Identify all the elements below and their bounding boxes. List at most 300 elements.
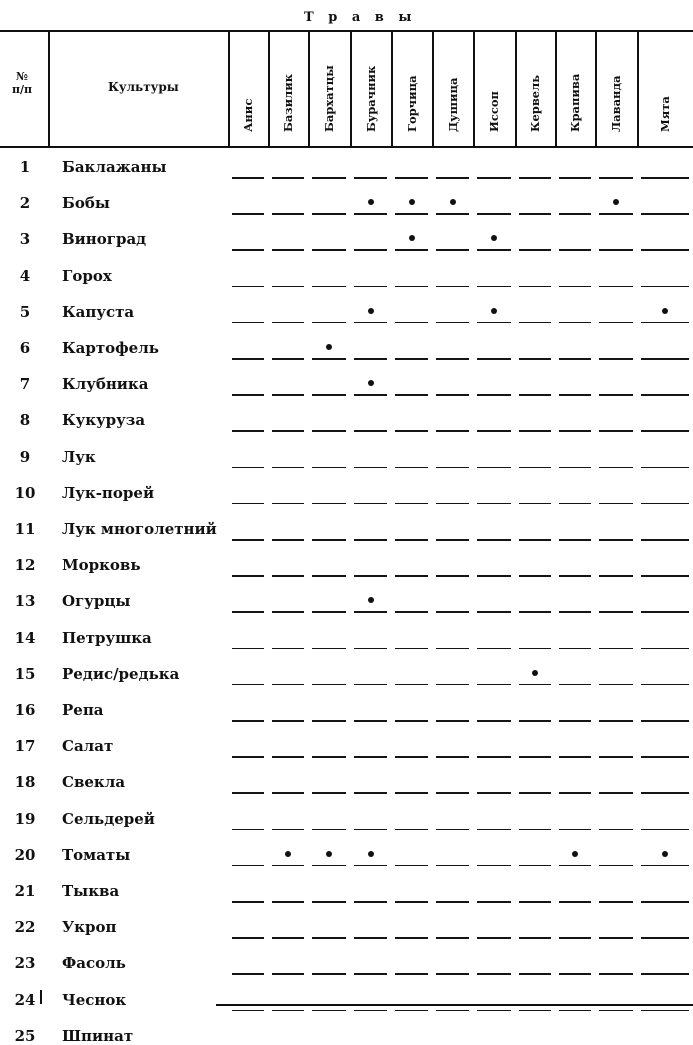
cell-rule — [312, 322, 346, 324]
cell-rule — [232, 865, 264, 867]
cell-rule — [436, 648, 469, 650]
cell-rule — [559, 720, 591, 722]
cell-rule — [559, 648, 591, 650]
crop-name: Сельдерей — [62, 809, 155, 828]
cell-rule — [354, 684, 387, 686]
cell-rule — [559, 1010, 591, 1012]
cell-rule — [232, 973, 264, 975]
cell-rule — [312, 829, 346, 831]
cell-rule — [436, 394, 469, 396]
row-number: 8 — [19, 411, 31, 430]
cell-rule — [436, 756, 469, 758]
row-number: 22 — [14, 918, 36, 937]
cell-rule — [436, 973, 469, 975]
cell-rule — [354, 286, 387, 288]
cell-rule — [477, 394, 511, 396]
cell-rule — [519, 1010, 551, 1012]
cell-rule — [477, 901, 511, 903]
cell-rule — [599, 648, 633, 650]
cell-rule — [519, 503, 551, 505]
cell-rule — [477, 575, 511, 577]
crop-name: Картофель — [62, 339, 159, 357]
cell-rule — [599, 865, 633, 867]
cell-rule — [519, 611, 551, 613]
cell-rule — [436, 792, 469, 794]
herb-column-divider — [432, 30, 434, 146]
cell-rule — [599, 684, 633, 686]
cell-rule — [559, 177, 591, 179]
cell-rule — [395, 901, 428, 903]
cell-rule — [599, 286, 633, 288]
cell-rule — [519, 358, 551, 360]
cell-rule — [519, 865, 551, 867]
cell-rule — [354, 792, 387, 794]
cell-rule — [641, 720, 689, 722]
cell-rule — [395, 865, 428, 867]
cell-rule — [272, 792, 304, 794]
crop-name: Морковь — [62, 556, 141, 575]
compatible-mark-dot — [368, 380, 374, 386]
crop-name: Виноград — [62, 230, 147, 249]
row-number: 18 — [14, 773, 36, 792]
cell-rule — [599, 1010, 633, 1012]
cell-rule — [312, 286, 346, 288]
cell-rule — [395, 684, 428, 686]
cell-rule — [232, 249, 264, 251]
row-number: 16 — [14, 701, 36, 719]
cell-rule — [477, 756, 511, 758]
cell-rule — [395, 467, 428, 469]
cell-rule — [559, 829, 591, 831]
cell-rule — [641, 394, 689, 396]
cell-rule — [272, 684, 304, 686]
cell-rule — [641, 358, 689, 360]
row-number: 3 — [19, 230, 31, 249]
cell-rule — [559, 901, 591, 903]
cell-rule — [272, 358, 304, 360]
herb-column-divider — [515, 30, 517, 146]
cell-rule — [559, 358, 591, 360]
cell-rule — [559, 539, 591, 541]
cell-rule — [436, 213, 469, 215]
cell-rule — [312, 611, 346, 613]
cell-rule — [395, 539, 428, 541]
cell-rule — [559, 430, 591, 432]
num-header — [4, 70, 40, 96]
crop-name: Укроп — [62, 918, 117, 937]
cell-rule — [312, 177, 346, 179]
cell-rule — [477, 177, 511, 179]
compatible-mark-dot — [532, 670, 538, 676]
cell-rule — [272, 503, 304, 505]
compatible-mark-dot — [491, 308, 497, 314]
bottom-rule — [216, 1004, 693, 1006]
num-header-line1: № — [16, 70, 28, 83]
compatible-mark-dot — [368, 308, 374, 314]
cell-rule — [232, 286, 264, 288]
cell-rule — [232, 467, 264, 469]
cell-rule — [232, 792, 264, 794]
cell-rule — [312, 756, 346, 758]
cell-rule — [272, 177, 304, 179]
herb-column-divider — [391, 30, 393, 146]
cell-rule — [599, 539, 633, 541]
cell-rule — [395, 503, 428, 505]
cell-rule — [354, 358, 387, 360]
crop-name: Огурцы — [62, 592, 131, 611]
cell-rule — [599, 720, 633, 722]
herb-column-header: Крапива — [568, 73, 582, 132]
cell-rule — [312, 1010, 346, 1012]
crop-name: Клубника — [62, 375, 149, 394]
cell-rule — [232, 358, 264, 360]
cell-rule — [641, 503, 689, 505]
cell-rule — [312, 575, 346, 577]
cell-rule — [519, 286, 551, 288]
herb-column-header: Базилик — [281, 73, 295, 132]
cell-rule — [395, 358, 428, 360]
cell-rule — [641, 286, 689, 288]
herb-column-divider — [473, 30, 475, 146]
crop-name: Кукуруза — [62, 411, 146, 430]
herb-column-divider — [308, 30, 310, 146]
row-number: 5 — [19, 302, 31, 321]
row-number: 7 — [19, 375, 31, 394]
row-number: 4 — [19, 266, 31, 285]
cell-rule — [559, 503, 591, 505]
herb-column-divider — [555, 30, 557, 146]
crop-name: Чеснок — [62, 990, 127, 1009]
crop-name: Лук-порей — [62, 483, 155, 502]
cell-rule — [232, 430, 264, 432]
herb-column-header: Мята — [658, 96, 672, 132]
crops-header: Культуры — [108, 80, 179, 94]
cell-rule — [641, 467, 689, 469]
cell-rule — [395, 286, 428, 288]
cell-rule — [272, 720, 304, 722]
row-number: 11 — [14, 520, 36, 538]
row-number: 21 — [14, 882, 36, 900]
herb-column-header: Лаванда — [609, 75, 623, 132]
herb-column-header: Бурачник — [363, 65, 378, 132]
cell-rule — [272, 430, 304, 432]
cell-rule — [641, 430, 689, 432]
cell-rule — [232, 177, 264, 179]
cell-rule — [272, 937, 304, 939]
cell-rule — [641, 322, 689, 324]
row-number: 24 — [14, 990, 36, 1009]
cell-rule — [519, 792, 551, 794]
cell-rule — [477, 503, 511, 505]
cell-rule — [641, 249, 689, 251]
cell-rule — [232, 720, 264, 722]
cell-rule — [599, 611, 633, 613]
cell-rule — [354, 756, 387, 758]
row-number: 1 — [19, 158, 31, 176]
cell-rule — [312, 684, 346, 686]
cell-rule — [477, 249, 511, 251]
cell-rule — [477, 1010, 511, 1012]
cell-rule — [477, 973, 511, 975]
compatible-mark-dot — [368, 851, 374, 857]
cell-rule — [599, 430, 633, 432]
cell-rule — [312, 973, 346, 975]
cell-rule — [599, 937, 633, 939]
cell-rule — [312, 865, 346, 867]
compatible-mark-dot — [491, 235, 497, 241]
cell-rule — [436, 937, 469, 939]
cell-rule — [436, 611, 469, 613]
crop-name: Петрушка — [62, 628, 152, 647]
cell-rule — [436, 358, 469, 360]
cell-rule — [477, 322, 511, 324]
cell-rule — [232, 756, 264, 758]
cell-rule — [272, 648, 304, 650]
row-number: 20 — [14, 845, 36, 864]
herb-column-divider — [595, 30, 597, 146]
cell-rule — [272, 1010, 304, 1012]
cell-rule — [436, 467, 469, 469]
cell-rule — [312, 937, 346, 939]
cell-rule — [436, 901, 469, 903]
cell-rule — [354, 720, 387, 722]
cell-rule — [519, 648, 551, 650]
cell-rule — [395, 937, 428, 939]
cell-rule — [395, 322, 428, 324]
crop-name: Баклажаны — [62, 158, 167, 176]
compatible-mark-dot — [368, 199, 374, 205]
cell-rule — [641, 937, 689, 939]
cell-rule — [272, 322, 304, 324]
cell-rule — [477, 286, 511, 288]
cell-rule — [599, 901, 633, 903]
cell-rule — [641, 901, 689, 903]
cell-rule — [436, 575, 469, 577]
cell-rule — [559, 756, 591, 758]
cell-rule — [519, 249, 551, 251]
cell-rule — [395, 249, 428, 251]
cell-rule — [395, 973, 428, 975]
cell-rule — [477, 467, 511, 469]
cell-rule — [436, 249, 469, 251]
cell-rule — [354, 611, 387, 613]
cell-rule — [519, 829, 551, 831]
cell-rule — [272, 611, 304, 613]
cell-rule — [559, 249, 591, 251]
header-bottom-rule — [0, 146, 693, 148]
crop-name: Фасоль — [62, 954, 126, 973]
herb-column-header: Анис — [241, 98, 255, 132]
cell-rule — [599, 973, 633, 975]
cell-rule — [519, 213, 551, 215]
cell-rule — [559, 467, 591, 469]
compatible-mark-dot — [368, 597, 374, 603]
cell-rule — [519, 684, 551, 686]
row-number: 25 — [14, 1026, 36, 1045]
cell-rule — [354, 177, 387, 179]
cell-rule — [272, 394, 304, 396]
cell-rule — [641, 539, 689, 541]
cell-rule — [641, 575, 689, 577]
cell-rule — [232, 684, 264, 686]
crop-name: Шпинат — [62, 1026, 134, 1045]
herb-column-header: Бархатцы — [322, 65, 336, 132]
cell-rule — [641, 177, 689, 179]
cell-rule — [312, 394, 346, 396]
compatible-mark-dot — [409, 235, 415, 241]
crop-name: Лук — [62, 447, 96, 466]
cell-rule — [519, 467, 551, 469]
cell-rule — [354, 430, 387, 432]
cell-rule — [395, 756, 428, 758]
herb-column-header: Горчица — [404, 75, 419, 132]
cell-rule — [272, 286, 304, 288]
cell-rule — [641, 792, 689, 794]
cell-rule — [559, 575, 591, 577]
cell-rule — [519, 720, 551, 722]
cell-rule — [559, 394, 591, 396]
crop-name: Бобы — [62, 194, 110, 213]
cell-rule — [354, 829, 387, 831]
cell-rule — [232, 322, 264, 324]
cell-rule — [641, 756, 689, 758]
cell-rule — [272, 756, 304, 758]
cell-rule — [395, 720, 428, 722]
cell-rule — [599, 249, 633, 251]
cell-rule — [641, 648, 689, 650]
row-number: 15 — [14, 664, 36, 683]
cell-rule — [312, 901, 346, 903]
cell-rule — [395, 213, 428, 215]
cell-rule — [354, 213, 387, 215]
cell-rule — [559, 684, 591, 686]
cell-rule — [436, 430, 469, 432]
cell-rule — [477, 937, 511, 939]
cell-rule — [519, 322, 551, 324]
cell-rule — [312, 720, 346, 722]
cell-rule — [272, 539, 304, 541]
cell-rule — [519, 539, 551, 541]
cell-rule — [354, 1010, 387, 1012]
crop-name: Капуста — [62, 302, 135, 321]
cell-rule — [519, 575, 551, 577]
row-number: 9 — [19, 447, 31, 466]
cell-rule — [519, 937, 551, 939]
cell-rule — [519, 430, 551, 432]
cell-rule — [477, 213, 511, 215]
cell-rule — [354, 575, 387, 577]
herb-column-divider — [350, 30, 352, 146]
cell-rule — [519, 901, 551, 903]
table-title: Т р а в ы — [304, 10, 417, 25]
cell-rule — [477, 829, 511, 831]
cell-rule — [395, 611, 428, 613]
compatible-mark-dot — [285, 851, 291, 857]
herb-column-header: Душица — [445, 77, 460, 132]
cell-rule — [272, 575, 304, 577]
cell-rule — [354, 937, 387, 939]
cell-rule — [641, 865, 689, 867]
cell-rule — [312, 648, 346, 650]
cell-rule — [395, 575, 428, 577]
cell-rule — [272, 249, 304, 251]
crop-name: Горох — [62, 266, 112, 285]
cell-rule — [354, 394, 387, 396]
cell-rule — [599, 575, 633, 577]
cell-rule — [436, 286, 469, 288]
cell-rule — [436, 177, 469, 179]
herb-column-divider — [637, 30, 639, 146]
cell-rule — [477, 865, 511, 867]
cell-rule — [519, 973, 551, 975]
cell-rule — [312, 467, 346, 469]
cell-rule — [272, 467, 304, 469]
cell-rule — [395, 394, 428, 396]
cell-rule — [599, 503, 633, 505]
cell-rule — [272, 973, 304, 975]
compatible-mark-dot — [450, 199, 456, 205]
cell-rule — [519, 394, 551, 396]
compatible-mark-dot — [662, 851, 668, 857]
cell-rule — [599, 756, 633, 758]
crop-name: Редис/редька — [62, 664, 180, 683]
cell-rule — [519, 177, 551, 179]
cell-rule — [436, 829, 469, 831]
cell-rule — [395, 430, 428, 432]
cell-rule — [232, 937, 264, 939]
cell-rule — [436, 503, 469, 505]
row-number: 10 — [14, 483, 36, 502]
cell-rule — [477, 792, 511, 794]
column-divider-crops — [228, 30, 230, 146]
row-number: 19 — [14, 809, 36, 828]
cell-rule — [232, 829, 264, 831]
cell-rule — [599, 829, 633, 831]
cell-rule — [354, 901, 387, 903]
cell-rule — [395, 648, 428, 650]
cell-rule — [559, 322, 591, 324]
row-number: 17 — [14, 737, 36, 756]
crop-name: Салат — [62, 737, 114, 756]
cell-rule — [232, 575, 264, 577]
compatible-mark-dot — [662, 308, 668, 314]
row-number: 2 — [19, 194, 31, 213]
compatible-mark-dot — [326, 344, 332, 350]
crop-name: Репа — [62, 701, 104, 719]
cell-rule — [232, 503, 264, 505]
cell-rule — [436, 322, 469, 324]
top-rule — [0, 30, 693, 32]
compatible-mark-dot — [409, 199, 415, 205]
cell-rule — [354, 973, 387, 975]
compatible-mark-dot — [326, 851, 332, 857]
cell-rule — [232, 648, 264, 650]
crop-name: Лук многолетний — [62, 520, 217, 538]
cell-rule — [232, 539, 264, 541]
cell-rule — [641, 213, 689, 215]
crop-name: Свекла — [62, 773, 126, 792]
cell-rule — [436, 539, 469, 541]
row-number: 13 — [14, 592, 36, 611]
cell-rule — [477, 539, 511, 541]
cell-rule — [436, 1010, 469, 1012]
row-number: 6 — [19, 339, 31, 357]
cell-rule — [272, 829, 304, 831]
cell-rule — [477, 430, 511, 432]
cell-rule — [559, 213, 591, 215]
cell-rule — [436, 865, 469, 867]
cell-rule — [354, 467, 387, 469]
